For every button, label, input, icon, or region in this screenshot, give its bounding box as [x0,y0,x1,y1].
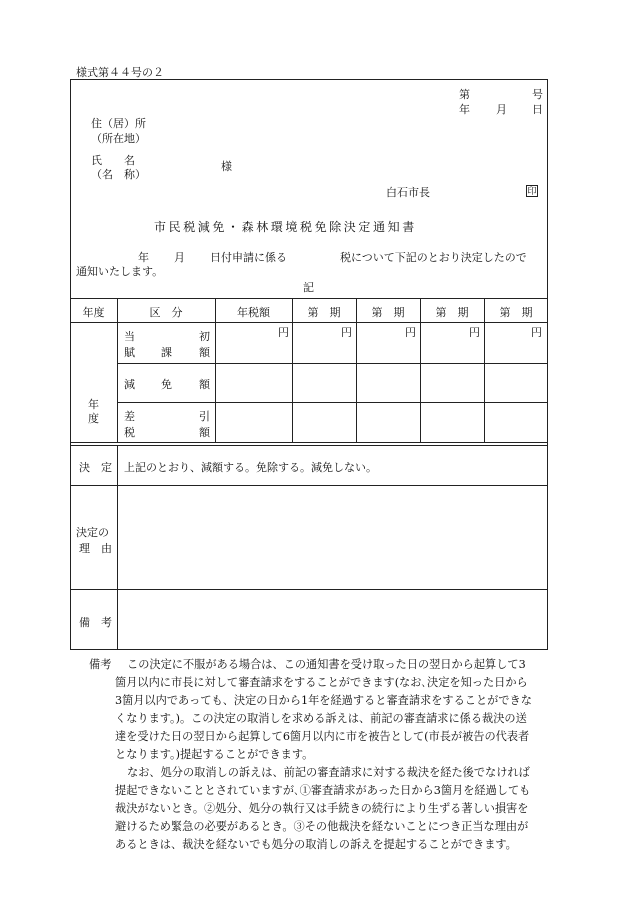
header-annual-tax: 年税額 [237,306,270,319]
notes-line: 裁決がないとき。②処分、処分の執行又は手続きの続行により生ずる著しい損害を [115,802,529,815]
header-period-1: 第 期 [307,306,341,319]
row3-label-bot-r: 額 [199,426,210,439]
row2-label-l: 減 [124,378,135,391]
remarks-label: 備 考 [79,616,112,629]
date-year: 年 [459,103,470,116]
intro-text-line2: 通知いたします。 [76,265,164,278]
header-year: 年度 [82,306,105,319]
notes-line: あるときは、裁決を経ないでも処分の取消しの訴えを提起することができます。 [115,838,517,851]
date-month: 月 [496,103,507,116]
notes-line: 避けるため緊急の必要があるとき。③その他裁決を経ないことにつき正当な理由が [115,820,529,833]
table-top-line [70,298,548,299]
address-sub-label: （所在地） [91,132,146,145]
notes-line: 達を受けた日の翌日から起算して6箇月以内に市を被告として(市長が被告の代表者 [115,730,530,743]
notes-line: 3箇月以内であっても、決定の日から1年を経過すると審査請求をすることができな [115,694,532,707]
number-label-dai: 第 [459,88,470,101]
decision-label: 決 定 [79,461,112,474]
notes-line: となります。)提起することができます。 [115,748,314,761]
row1-label-bot-r: 額 [199,346,210,359]
row1-label-top-l: 当 [124,330,135,343]
row1-label-bot-l: 賦 [124,346,135,359]
row2-label-r: 額 [199,378,210,391]
notes-line: この決定に不服がある場合は、この通知書を受け取った日の翌日から起算して3 [127,658,526,671]
table-bottom-line-2 [70,445,548,446]
row2-label-m: 免 [161,378,172,391]
notes-line: なお、処分の取消しの訴えは、前記の審査請求に対する裁決を経た後でなければ [127,766,530,779]
document-title: 市民税減免・森林環境税免除決定通知書 [154,220,417,234]
name-sub-label: （名 称） [91,168,146,181]
yen-period-3: 円 [469,326,480,339]
row3-label-top-r: 引 [199,410,210,423]
form-frame [70,79,548,650]
header-period-4: 第 期 [499,306,533,319]
intro-year: 年 [138,251,149,264]
row3-label-bot-l: 税 [124,426,135,439]
reason-line [70,589,548,590]
header-period-3: 第 期 [435,306,469,319]
header-period-2: 第 期 [371,306,405,319]
yen-period-1: 円 [341,326,352,339]
table-bottom-line-1 [70,442,548,443]
row1-label-bot-m: 課 [161,346,172,359]
row1-label-top-r: 初 [199,330,210,343]
notes-line: 提起できないこととされていますが､①審査請求があった日から3箇月を経過しても [115,784,531,797]
number-label-go: 号 [532,88,543,101]
address-label: 住（居）所 [91,117,146,130]
year-cell-top: 年 [88,398,99,411]
yen-period-4: 円 [531,326,542,339]
yen-period-2: 円 [405,326,416,339]
intro-text-a: 日付申請に係る [210,251,287,264]
form-number: 様式第４４号の２ [76,66,164,79]
yen-annual: 円 [278,326,289,339]
name-label: 氏 名 [91,154,135,167]
intro-month: 月 [174,251,185,264]
reason-label-2: 理 由 [79,542,112,555]
row3-label-top-l: 差 [124,410,135,423]
intro-text-b: 税について下記のとおり決定したので [340,251,527,264]
date-day: 日 [532,103,543,116]
header-category: 区 分 [149,306,183,319]
ki-label: 記 [303,281,314,294]
honorific: 様 [221,160,232,173]
year-cell-bottom: 度 [88,412,99,425]
issuer-title: 白石市長 [386,186,430,199]
decision-line [70,485,548,486]
notes-label: 備考 [89,658,112,671]
notes-line: 箇月以内に市長に対して審査請求をすることができます(なお､決定を知った日から [115,676,528,689]
seal-mark: 印 [527,187,537,197]
label-col-line [117,445,118,650]
decision-text: 上記のとおり、減額する。免除する。減免しない。 [124,461,377,474]
notes-line: くなります。)。この決定の取消しを求める訴えは、前記の審査請求に係る裁決の送 [115,712,527,725]
table-header-line [70,322,548,323]
reason-label-1: 決定の [76,526,109,539]
